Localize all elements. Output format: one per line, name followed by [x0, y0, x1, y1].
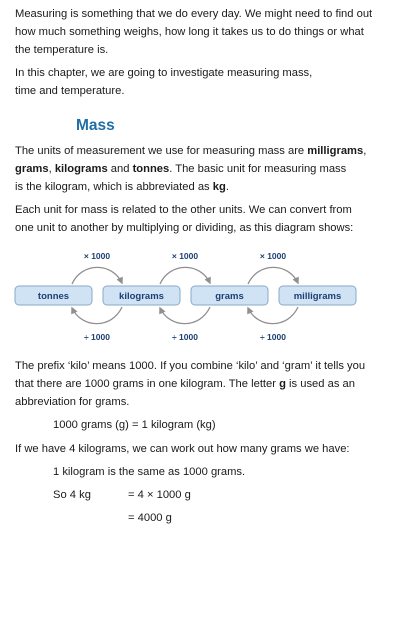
example-fact: 1 kilogram is the same as 1000 grams.: [53, 466, 246, 478]
units-line-2: [15, 161, 346, 178]
unit-grams: grams: [15, 163, 49, 175]
prefix-text: that there are 1000 grams in one kilogram. The letter: [15, 378, 280, 390]
intro-line-3: the temperature is.: [15, 44, 109, 56]
prefix-line-1: The prefix ‘kilo’ means 1000. If you combine ‘kilo’ and ‘gram’ it tells you: [15, 360, 366, 372]
unit-label-tonnes: tonnes: [37, 291, 70, 302]
convert-line-1: Each unit for mass is related to the other units. We can convert from: [15, 204, 352, 216]
intro-line-4: In this chapter, we are going to investigate measuring mass,: [15, 67, 313, 79]
divide-arrow-2: [160, 307, 210, 324]
section-heading: Mass: [76, 117, 115, 134]
units-line-1: [15, 143, 366, 160]
divide-arrow-1: [72, 307, 122, 324]
unit-label-kilograms: kilograms: [119, 291, 164, 302]
multiply-arrow-1: [72, 267, 122, 284]
intro-line-5: time and temperature.: [15, 85, 125, 97]
unit-milligrams: milligrams: [307, 145, 364, 157]
units-text: is the kilogram, which is abbreviated as: [15, 181, 213, 193]
prefix-line-2: [15, 376, 355, 393]
intro-line-2: how much something weighs, how long it takes us to do things or what: [15, 26, 364, 38]
units-line-3: [15, 179, 229, 196]
equation-grams-kilogram: 1000 grams (g) = 1 kilogram (kg): [53, 419, 216, 431]
divide-arrow-3: [248, 307, 298, 324]
punctuation: .: [225, 181, 229, 193]
convert-line-2: one unit to another by multiplying or dividing, as this diagram shows:: [15, 222, 354, 234]
prefix-line-3: abbreviation for grams.: [15, 396, 130, 408]
divide-label-1: ÷ 1000: [84, 332, 110, 342]
intro-line-1: Measuring is something that we do every day. We might need to find out: [15, 8, 373, 20]
example-step-2: = 4000 g: [128, 512, 172, 524]
punctuation: ,: [363, 145, 367, 157]
units-text: . The basic unit for measuring mass: [169, 163, 347, 175]
units-text: The units of measurement we use for measuring mass are: [15, 145, 308, 157]
multiply-label-2: × 1000: [171, 251, 199, 261]
unit-kilograms: kilograms: [54, 163, 108, 175]
unit-label-grams: grams: [215, 291, 244, 302]
conversion-diagram: [0, 240, 403, 350]
multiply-arrow-2: [160, 267, 210, 284]
example-intro: If we have 4 kilograms, we can work out how many grams we have:: [15, 443, 350, 455]
units-text: and: [107, 163, 133, 175]
divide-label-3: ÷ 1000: [260, 332, 286, 342]
multiply-label-1: × 1000: [83, 251, 111, 261]
multiply-arrow-3: [248, 267, 298, 284]
multiply-label-3: × 1000: [259, 251, 287, 261]
prefix-text: is used as an: [285, 378, 355, 390]
divide-label-2: ÷ 1000: [172, 332, 198, 342]
punctuation: ,: [48, 163, 55, 175]
unit-tonnes: tonnes: [132, 163, 170, 175]
example-so-label: So 4 kg: [53, 489, 91, 501]
abbreviation-kg: kg: [212, 181, 226, 193]
unit-label-milligrams: milligrams: [293, 291, 342, 302]
abbreviation-g: g: [279, 378, 286, 390]
example-step-1: = 4 × 1000 g: [128, 489, 191, 501]
